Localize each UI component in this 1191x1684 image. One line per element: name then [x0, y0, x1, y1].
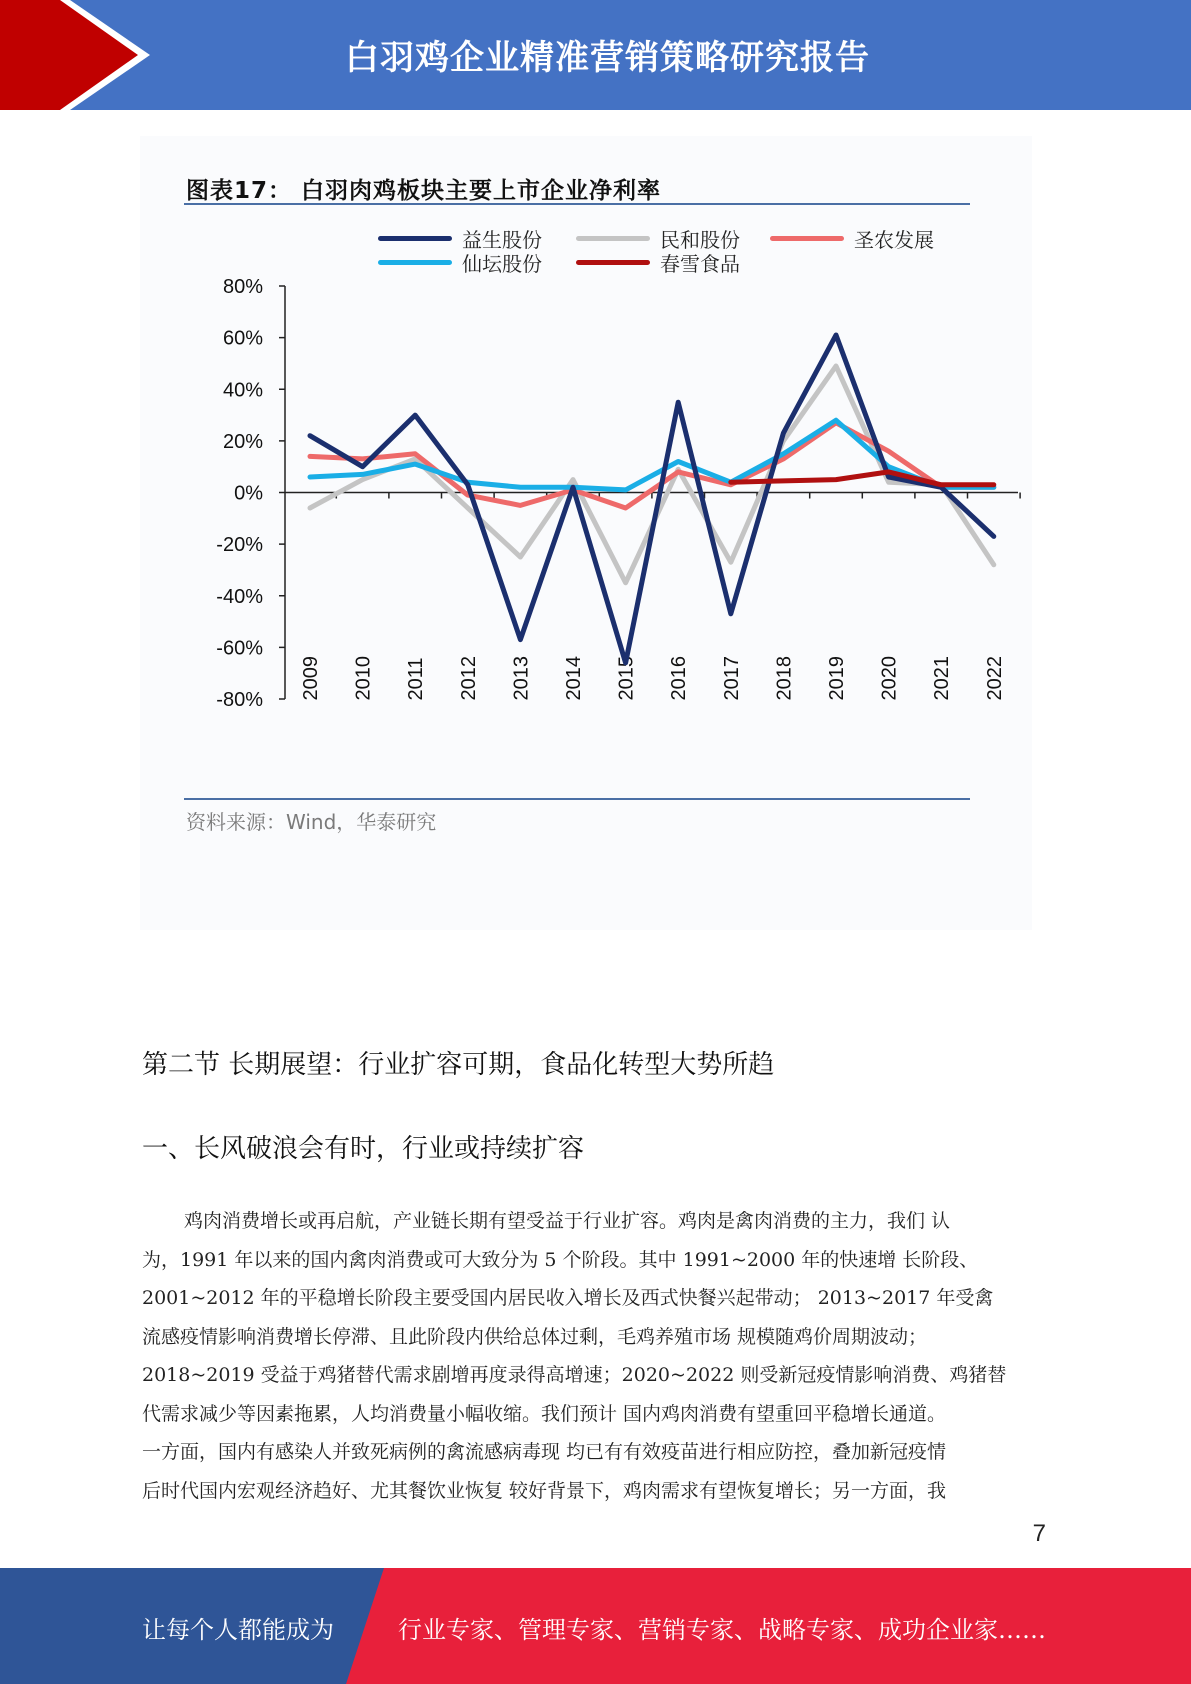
paragraph-line: 2001~2012 年的平稳增长阶段主要受国内居民收入增长及西式快餐兴起带动； 2013~2017 年受禽 — [142, 1287, 994, 1309]
y-tick-label: 20% — [222, 430, 263, 453]
legend-swatch — [576, 260, 650, 265]
y-tick-label: -60% — [216, 637, 263, 660]
figure-panel — [140, 136, 1032, 930]
legend-label: 仙坛股份 — [462, 251, 542, 276]
legend-item-chunxue — [576, 250, 740, 274]
section-heading: 第二节 长期展望：行业扩容可期，食品化转型大势所趋 — [142, 1050, 775, 1080]
legend-item-xiantan — [378, 250, 542, 274]
x-tick-label: 2021 — [931, 656, 954, 701]
x-tick-label: 2014 — [563, 656, 585, 701]
figure-source: 资料来源：Wind，华泰研究 — [186, 810, 437, 834]
figure-title: 图表17： 白羽肉鸡板块主要上市企业净利率 — [186, 178, 662, 204]
header-banner — [0, 0, 1191, 110]
series-line — [310, 335, 994, 663]
x-tick-label: 2018 — [773, 656, 796, 701]
x-tick-label: 2013 — [510, 656, 533, 701]
footer-slogan-right: 行业专家、管理专家、营销专家、战略专家、成功企业家…… — [398, 1616, 1046, 1644]
x-tick-label: 2016 — [668, 656, 691, 701]
x-tick-label: 2017 — [720, 656, 743, 701]
y-tick-label: -20% — [216, 534, 263, 557]
paragraph-line: 2018~2019 受益于鸡猪替代需求剧增再度录得高增速；2020~2022 则受新冠疫情影响消费、鸡猪替 — [142, 1364, 1007, 1386]
legend-label: 民和股份 — [660, 227, 740, 252]
legend-label: 圣农发展 — [854, 227, 934, 252]
y-tick-label: 80% — [222, 276, 263, 298]
x-tick-label: 2020 — [878, 656, 901, 701]
legend-swatch — [378, 260, 452, 265]
legend-label: 益生股份 — [462, 227, 542, 252]
x-tick-label: 2012 — [457, 656, 480, 701]
paragraph-line: 代需求减少等因素拖累，人均消费量小幅收缩。我们预计 国内鸡肉消费有望重回平稳增长通道。 — [142, 1402, 947, 1425]
footer-banner — [0, 1568, 1191, 1684]
x-tick-label: 2015 — [615, 656, 638, 701]
legend-swatch — [378, 236, 452, 241]
paragraph-line: 流感疫情影响消费增长停滞、且此阶段内供给总体过剩，毛鸡养殖市场 规模随鸡价周期波动； — [142, 1325, 928, 1348]
legend-label: 春雪食品 — [660, 251, 740, 276]
x-tick-label: 2010 — [352, 656, 375, 701]
y-tick-label: 60% — [222, 327, 263, 350]
y-tick-label: 40% — [222, 379, 263, 402]
report-title: 白羽鸡企业精准营销策略研究报告 — [345, 38, 870, 78]
paragraph-line: 为，1991 年以来的国内禽肉消费或可大致分为 5 个阶段。其中 1991~2000 年的快速增 长阶段、 — [142, 1248, 979, 1271]
footer-slogan-left: 让每个人都能成为 — [142, 1616, 334, 1644]
y-tick-label: -40% — [216, 585, 263, 608]
legend-swatch — [576, 236, 650, 241]
y-tick-label: 0% — [234, 482, 263, 505]
paragraph-line: 后时代国内宏观经济趋好、尤其餐饮业恢复 较好背景下，鸡肉需求有望恢复增长；另一方面，我 — [142, 1479, 947, 1502]
legend-item-minhe — [576, 226, 740, 250]
legend-item-shengnong — [770, 226, 934, 250]
page-number: 7 — [1032, 1520, 1046, 1547]
sub-heading: 一、长风破浪会有时，行业或持续扩容 — [142, 1134, 585, 1164]
x-tick-label: 2019 — [826, 656, 848, 701]
paragraph-line: 鸡肉消费增长或再启航，产业链长期有望受益于行业扩容。鸡肉是禽肉消费的主力，我们 认 — [184, 1210, 951, 1232]
x-tick-label: 2011 — [405, 657, 428, 701]
y-tick-label: -80% — [216, 689, 263, 711]
body-paragraph — [142, 1202, 1048, 1510]
paragraph-line: 一方面，国内有感染人并致死病例的禽流感病毒现 均已有有效疫苗进行相应防控，叠加新冠疫情 — [142, 1441, 947, 1463]
legend-swatch — [770, 236, 844, 241]
x-tick-label: 2009 — [300, 656, 322, 701]
legend-item-yisheng — [378, 226, 542, 250]
x-tick-label: 2022 — [983, 656, 1006, 701]
